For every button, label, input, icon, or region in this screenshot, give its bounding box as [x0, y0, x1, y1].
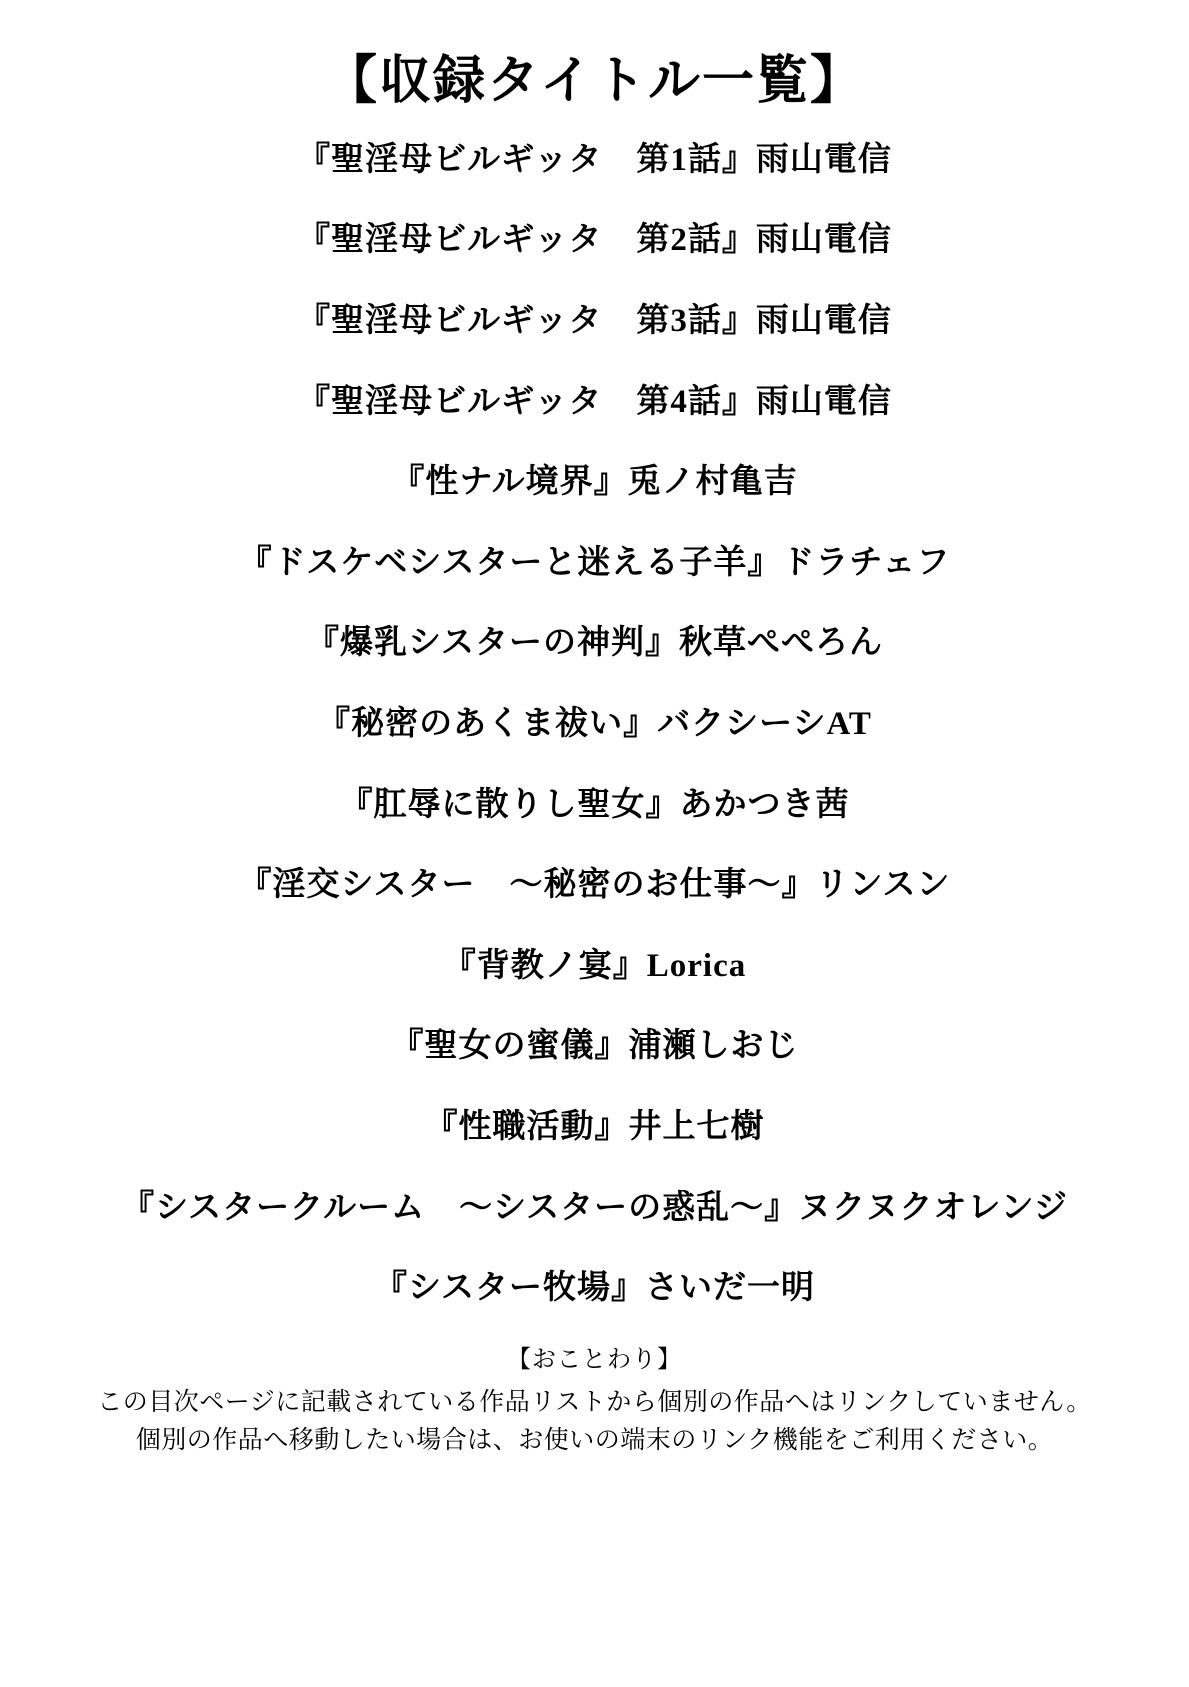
notice-heading: 【おことわり】 — [507, 1346, 682, 1373]
notice-line-2: 個別の作品へ移動したい場合は、お使いの端末のリンク機能をご利用ください。 — [135, 1427, 1054, 1455]
notice-line-1: この目次ページに記載されている作品リストから個別の作品へはリンクしていません。 — [97, 1388, 1092, 1416]
list-item: 『性ナル境界』兎ノ村亀吉 — [391, 464, 798, 501]
notice-block — [40, 1343, 1149, 1461]
list-item: 『聖女の蜜儀』浦瀬しおじ — [390, 1028, 799, 1065]
list-item: 『シスタークルーム ～シスターの惑乱～』ヌクヌクオレンジ — [121, 1189, 1068, 1226]
list-item: 『爆乳シスターの神判』秋草ぺぺろん — [305, 625, 883, 662]
list-item: 『肛辱に散りし聖女』あかつき茜 — [339, 786, 850, 823]
table-of-contents — [40, 120, 1149, 1329]
list-item: 『聖淫母ビルギッタ 第1話』雨山電信 — [297, 141, 892, 178]
list-item: 『ドスケベシスターと迷える子羊』ドラチェフ — [238, 544, 951, 581]
list-item: 『聖淫母ビルギッタ 第3話』雨山電信 — [297, 302, 892, 339]
list-item: 『秘密のあくま祓い』バクシーシAT — [317, 705, 872, 742]
page-title: 【収録タイトル一覧】 — [325, 53, 864, 110]
list-item: 『背教ノ宴』Lorica — [442, 947, 747, 984]
list-item: 『聖淫母ビルギッタ 第4話』雨山電信 — [297, 383, 892, 420]
list-item: 『性職活動』井上七樹 — [424, 1108, 765, 1145]
list-item: 『シスター牧場』さいだ一明 — [373, 1270, 815, 1307]
list-item: 『淫交シスター ～秘密のお仕事～』リンスン — [238, 867, 951, 904]
list-item: 『聖淫母ビルギッタ 第2話』雨山電信 — [297, 222, 892, 259]
